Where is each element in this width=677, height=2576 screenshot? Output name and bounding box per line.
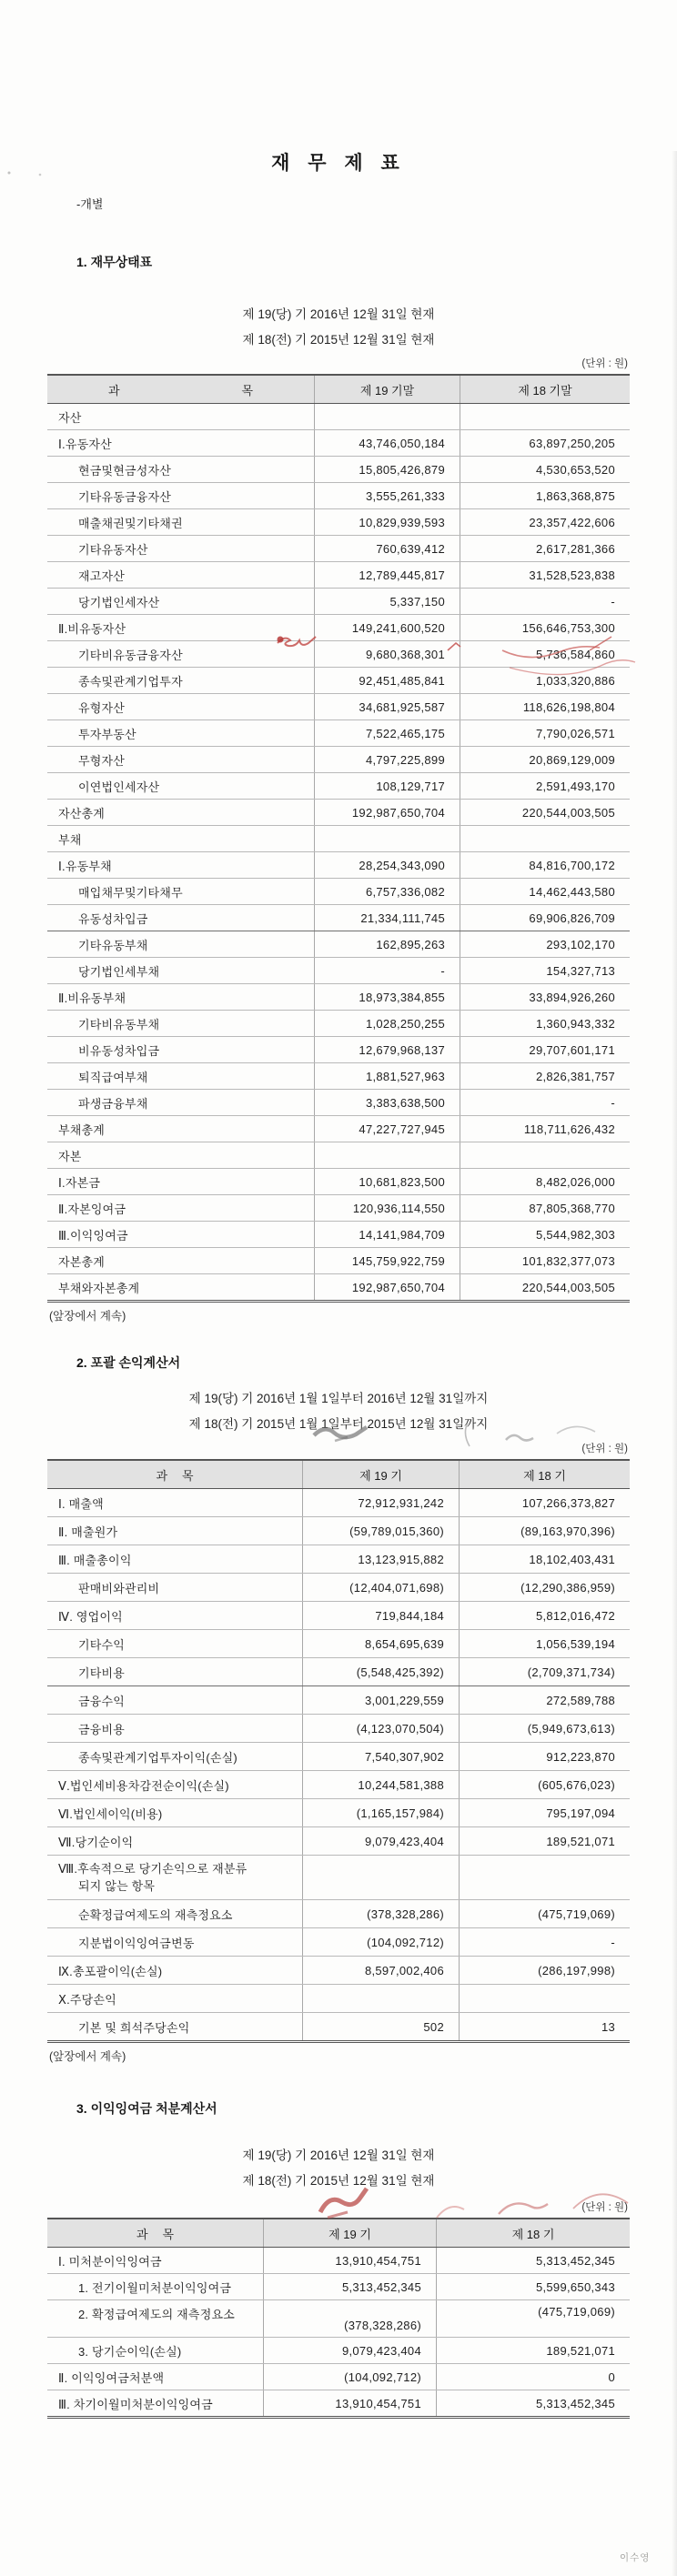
row-value-current: 3,383,638,500 [314,1090,460,1115]
row-value-current: 149,241,600,520 [314,615,460,640]
document-subtitle: -개별 [76,197,104,211]
table-row [47,1142,630,1169]
row-value-prior: 156,646,753,300 [460,615,630,640]
table-row [47,2248,630,2274]
unit-label: (단위 : 원) [581,1444,628,1454]
row-value-current [302,1985,459,2012]
row-value-current: (378,328,286) [263,2300,436,2337]
row-value-prior: 29,707,601,171 [460,1037,630,1062]
row-label: 투자부동산 [78,727,136,741]
row-label: 종속및관계기업투자이익(손실) [78,1750,237,1765]
table-row [47,430,630,457]
row-value-prior: - [460,1090,630,1115]
table-row [47,589,630,615]
row-value-current: 9,079,423,404 [263,2338,436,2363]
row-value-current: 43,746,050,184 [314,430,460,456]
row-value-current: (59,789,015,360) [302,1517,459,1545]
table-row [47,615,630,641]
row-value-current: 47,227,727,945 [314,1116,460,1142]
row-value-current: 8,597,002,406 [302,1957,459,1984]
row-value-prior: 5,544,982,303 [460,1222,630,1247]
row-label: 부채와자본총계 [58,1281,140,1295]
scanner-edge-shadow [672,151,677,2576]
row-label: Ⅷ.후속적으로 당기손익으로 재분류 되지 않는 항목 [47,1856,302,1899]
table-row [47,1274,630,1300]
balance-sheet-table [47,374,630,1303]
row-label: 기타유동부채 [78,938,148,952]
row-label: Ⅱ.비유동부채 [58,991,126,1005]
row-value-current: 15,805,426,879 [314,457,460,482]
row-label: 당기법인세자산 [78,595,160,609]
table-row [47,509,630,536]
row-value-prior: 189,521,071 [459,1827,630,1855]
table-row [47,1545,630,1574]
row-value-prior: 1,033,320,886 [460,668,630,693]
row-value-prior: 220,544,003,505 [460,1274,630,1300]
smudge-mark [335,1437,348,1441]
row-value-current: 1,881,527,963 [314,1063,460,1089]
row-value-current: (1,165,157,984) [302,1799,459,1826]
row-value-prior: 795,197,094 [459,1799,630,1826]
table-row [47,1169,630,1195]
column-header-prior-period: 제 18 기 [459,1461,630,1488]
row-value-current: 9,079,423,404 [302,1827,459,1855]
row-label: Ⅰ.유동부채 [58,859,112,873]
table-row [47,536,630,562]
period-line-prior: 제 18(전) 기 2015년 12월 31일 현재 [242,332,435,347]
row-label: 기타비용 [78,1665,126,1680]
table-row [47,905,630,931]
table-row [47,1686,630,1715]
column-header-mok: 목 [241,383,254,397]
row-value-prior: - [459,1928,630,1956]
reporting-periods [0,302,677,352]
row-value-prior: 8,482,026,000 [460,1169,630,1194]
unit-label: (단위 : 원) [581,358,628,369]
table-row [47,2338,630,2364]
row-value-current: 120,936,114,550 [314,1195,460,1221]
row-value-prior: (89,163,970,396) [459,1517,630,1545]
row-value-current: 8,654,695,639 [302,1630,459,1657]
table-row [47,1090,630,1116]
table-row [47,404,630,430]
table-row [47,1116,630,1142]
period-line-current: 제 19(당) 기 2016년 1월 1일부터 2016년 12월 31일까지 [188,1392,489,1405]
reviewer-name-stamp: 이수영 [620,2552,651,2563]
row-value-prior [460,404,630,429]
table-row [47,1489,630,1517]
row-value-current: 14,141,984,709 [314,1222,460,1247]
row-label: 비유동성차입금 [78,1043,160,1058]
column-header-mok: 목 [162,2227,175,2241]
row-value-current: 162,895,263 [314,931,460,957]
table-row [47,931,630,958]
row-label: 2. 확정급여제도의 재측정요소 [78,2308,235,2321]
row-label: 기타비유동부채 [78,1017,160,1031]
row-label: Ⅹ.주당손익 [58,1992,116,2007]
table-row [47,694,630,720]
column-header-prior-period: 제 18 기 [436,2219,630,2247]
column-header-mok: 목 [182,1468,194,1483]
row-label: 이연법인세자산 [78,780,160,794]
table-header-row [47,1461,630,1489]
row-label: Ⅲ. 차기이월미처분이익잉여금 [58,2397,213,2411]
row-value-prior: 272,589,788 [459,1686,630,1714]
row-value-current: 6,757,336,082 [314,879,460,904]
column-header-prior-period: 제 18 기말 [460,376,630,403]
row-value-prior: 84,816,700,172 [460,852,630,878]
row-label: 무형자산 [78,753,126,768]
row-label: 종속및관계기업투자 [78,674,183,689]
row-value-prior: 912,223,870 [459,1743,630,1770]
row-value-prior: 101,832,377,073 [460,1248,630,1273]
table-row [47,826,630,852]
row-value-prior: 33,894,926,260 [460,984,630,1010]
row-value-current: 92,451,485,841 [314,668,460,693]
row-value-prior: 1,056,539,194 [459,1630,630,1657]
row-value-current: 5,313,452,345 [263,2274,436,2299]
period-line-current: 제 19(당) 기 2016년 12월 31일 현재 [242,2148,435,2162]
table-row [47,2274,630,2300]
row-label: 퇴직급여부채 [78,1070,148,1084]
row-label: 현금및현금성자산 [78,463,172,478]
row-label: Ⅶ.당기순이익 [58,1835,134,1849]
table-row [47,720,630,747]
row-value-prior: (286,197,998) [459,1957,630,1984]
row-label: 판매비와관리비 [78,1581,160,1595]
table-row [47,1900,630,1928]
row-value-current: (378,328,286) [302,1900,459,1927]
table-header-row [47,2219,630,2248]
period-line-current: 제 19(당) 기 2016년 12월 31일 현재 [242,307,435,321]
row-label: 매입채무및기타채무 [78,885,183,900]
row-value-current: (5,548,425,392) [302,1658,459,1685]
scanned-financial-statements-page [0,151,677,2576]
row-value-current [314,826,460,851]
row-label: 유형자산 [78,700,126,715]
reporting-periods [0,2143,677,2193]
row-label: 유동성차입금 [78,911,148,926]
row-value-current: 18,973,384,855 [314,984,460,1010]
table-row [47,2364,630,2390]
row-label: 재고자산 [78,569,126,583]
row-value-prior: 118,711,626,432 [460,1116,630,1142]
row-value-current: 7,540,307,902 [302,1743,459,1770]
row-value-current: - [314,958,460,983]
row-value-current: (4,123,070,504) [302,1715,459,1742]
row-label: 자본총계 [58,1254,106,1269]
row-value-prior: 5,599,650,343 [436,2274,630,2299]
document-title: 재 무 제 표 [271,153,406,174]
row-label-line2: 되지 않는 항목 [78,1879,156,1893]
row-value-prior: (475,719,069) [459,1900,630,1927]
row-value-current: 28,254,343,090 [314,852,460,878]
table-row [47,483,630,509]
row-label: Ⅳ. 영업이익 [58,1609,123,1624]
period-line-prior: 제 18(전) 기 2015년 1월 1일부터 2015년 12월 31일까지 [188,1416,489,1431]
table-row [47,1985,630,2013]
income-statement-table [47,1459,630,2043]
row-value-current: 12,789,445,817 [314,562,460,588]
table-row [47,958,630,984]
retained-earnings-table [47,2218,630,2419]
row-value-prior: 63,897,250,205 [460,430,630,456]
column-header-account [47,376,314,403]
row-value-prior: 5,313,452,345 [436,2248,630,2273]
table-row [47,984,630,1011]
row-value-current: 760,639,412 [314,536,460,561]
column-header-gwa: 과 [156,1468,167,1483]
continued-note: (앞장에서 계속) [49,1310,126,1323]
table-row [47,562,630,589]
row-label: Ⅲ. 매출총이익 [58,1553,132,1567]
row-value-prior: 5,736,584,860 [460,641,630,667]
row-value-prior [459,1985,630,2012]
row-value-prior: 189,521,071 [436,2338,630,2363]
row-value-prior: 5,812,016,472 [459,1602,630,1629]
row-label: 기타유동금융자산 [78,489,172,504]
row-value-prior: (12,290,386,959) [459,1574,630,1601]
row-value-current: 13,910,454,751 [263,2390,436,2416]
row-value-current: 192,987,650,704 [314,1274,460,1300]
row-value-current: 10,244,581,388 [302,1771,459,1798]
column-header-account [47,2219,263,2247]
table-row [47,641,630,668]
row-value-prior: 293,102,170 [460,931,630,957]
row-value-prior: 1,360,943,332 [460,1011,630,1036]
row-value-current: 108,129,717 [314,773,460,799]
table-row [47,2390,630,2416]
row-value-prior: 4,530,653,520 [460,457,630,482]
table-row [47,800,630,826]
row-value-current: 3,555,261,333 [314,483,460,508]
table-row [47,1630,630,1658]
row-value-prior: 2,617,281,366 [460,536,630,561]
row-label: 기타수익 [78,1637,126,1652]
row-value-prior: 118,626,198,804 [460,694,630,719]
column-header-account [47,1461,302,1488]
row-value-prior: 107,266,373,827 [459,1489,630,1516]
row-label: 금융비용 [78,1722,126,1736]
row-value-current: 10,829,939,593 [314,509,460,535]
column-header-current-period: 제 19 기 [302,1461,459,1488]
row-value-prior [459,1856,630,1899]
row-label: Ⅵ.법인세이익(비용) [58,1806,163,1821]
table-row [47,747,630,773]
row-label: 자산 [58,410,82,425]
row-label: Ⅱ.비유동자산 [58,621,126,636]
row-label: Ⅰ.유동자산 [58,437,112,451]
row-value-current: (104,092,712) [263,2364,436,2390]
row-value-current [314,404,460,429]
table-row [47,1517,630,1545]
row-value-current: 145,759,922,759 [314,1248,460,1273]
row-value-prior [460,826,630,851]
table-row [47,1799,630,1827]
row-label: Ⅰ. 매출액 [58,1496,104,1511]
table-row [47,1771,630,1799]
row-value-current: (104,092,712) [302,1928,459,1956]
row-label: Ⅰ.자본금 [58,1175,101,1190]
section-heading-income-statement: 2. 포괄 손익계산서 [76,1355,181,1370]
table-row [47,1574,630,1602]
row-value-current: 719,844,184 [302,1602,459,1629]
row-label: 1. 전기이월미처분이익잉여금 [78,2280,232,2295]
continued-note: (앞장에서 계속) [49,2050,126,2063]
table-row [47,2300,630,2338]
row-value-prior: - [460,589,630,614]
row-value-prior: (5,949,673,613) [459,1715,630,1742]
table-row [47,773,630,800]
table-row [47,1222,630,1248]
row-value-current: 5,337,150 [314,589,460,614]
column-header-current-period: 제 19 기말 [314,376,460,403]
row-label: 자본 [58,1149,82,1163]
row-value-prior: (2,709,371,734) [459,1658,630,1685]
row-label: 매출채권및기타채권 [78,516,183,530]
row-value-current: (12,404,071,698) [302,1574,459,1601]
row-value-prior [460,1142,630,1168]
section-heading-balance-sheet: 1. 재무상태표 [76,255,153,269]
row-value-prior: 20,869,129,009 [460,747,630,772]
column-header-current-period: 제 19 기 [263,2219,436,2247]
table-row [47,1063,630,1090]
row-value-prior: 5,313,452,345 [436,2390,630,2416]
row-label: 기본 및 희석주당손익 [78,2020,190,2035]
row-label: 기타유동자산 [78,542,148,557]
row-value-current: 192,987,650,704 [314,800,460,825]
row-value-current [314,1142,460,1168]
table-row [47,1658,630,1686]
row-value-current: 3,001,229,559 [302,1686,459,1714]
row-label: 3. 당기순이익(손실) [78,2344,182,2359]
row-label: 부채 [58,832,82,847]
table-row [47,1602,630,1630]
table-row [47,1856,630,1900]
row-value-prior: 2,591,493,170 [460,773,630,799]
table-row [47,668,630,694]
row-value-prior: 1,863,368,875 [460,483,630,508]
row-value-current: 72,912,931,242 [302,1489,459,1516]
row-value-current: 34,681,925,587 [314,694,460,719]
table-row [47,1928,630,1957]
table-row [47,1011,630,1037]
row-value-prior: 13 [459,2013,630,2040]
row-value-prior: 18,102,403,431 [459,1545,630,1573]
row-value-prior: 220,544,003,505 [460,800,630,825]
table-header-row [47,376,630,404]
section-heading-retained-earnings: 3. 이익잉여금 처분계산서 [76,2101,217,2116]
row-value-current: 12,679,968,137 [314,1037,460,1062]
row-value-current: 9,680,368,301 [314,641,460,667]
table-row [47,457,630,483]
row-value-prior: 69,906,826,709 [460,905,630,931]
table-row [47,879,630,905]
row-label: Ⅲ.이익잉여금 [58,1228,128,1243]
row-value-current: 502 [302,2013,459,2040]
row-label: 자산총계 [58,806,106,820]
row-value-current: 7,522,465,175 [314,720,460,746]
row-label: Ⅰ. 미처분이익잉여금 [58,2254,162,2269]
row-label: 당기법인세부채 [78,964,160,979]
table-row [47,1195,630,1222]
column-header-gwa: 과 [136,2227,148,2241]
row-label: 지분법이익잉여금변동 [78,1936,195,1950]
row-value-prior: 154,327,713 [460,958,630,983]
row-value-current [302,1856,459,1899]
row-value-prior: 2,826,381,757 [460,1063,630,1089]
row-label: 파생금융부채 [78,1096,148,1111]
table-row [47,1827,630,1856]
row-value-prior: (475,719,069) [436,2300,630,2337]
row-value-prior: 31,528,523,838 [460,562,630,588]
row-value-current: 10,681,823,500 [314,1169,460,1194]
row-value-current: 1,028,250,255 [314,1011,460,1036]
table-body [47,2248,630,2416]
table-row [47,1957,630,1985]
row-label: Ⅱ. 이익잉여금처분액 [58,2370,165,2385]
table-row [47,852,630,879]
table-row [47,1037,630,1063]
row-label: 금융수익 [78,1694,126,1708]
row-value-prior: (605,676,023) [459,1771,630,1798]
row-label: 부채총계 [58,1122,106,1137]
table-body [47,404,630,1300]
row-value-prior: 14,462,443,580 [460,879,630,904]
reporting-periods [0,1386,677,1436]
table-row [47,1715,630,1743]
table-row [47,1743,630,1771]
row-value-current: 13,910,454,751 [263,2248,436,2273]
row-label: 순확정급여제도의 재측정요소 [78,1907,233,1922]
period-line-prior: 제 18(전) 기 2015년 12월 31일 현재 [242,2173,435,2188]
row-value-current: 13,123,915,882 [302,1545,459,1573]
row-label: Ⅴ.법인세비용차감전순이익(손실) [58,1778,229,1793]
row-label: Ⅱ. 매출원가 [58,1524,118,1539]
row-value-current: 21,334,111,745 [314,905,460,931]
row-label: Ⅱ.자본잉여금 [58,1202,126,1216]
row-value-prior: 7,790,026,571 [460,720,630,746]
row-value-current: 4,797,225,899 [314,747,460,772]
table-row [47,1248,630,1274]
table-row [47,2013,630,2040]
row-value-prior: 23,357,422,606 [460,509,630,535]
column-header-gwa: 과 [107,383,120,397]
row-value-prior: 0 [436,2364,630,2390]
row-value-prior: 87,805,368,770 [460,1195,630,1221]
unit-label: (단위 : 원) [581,2202,628,2213]
row-label: 기타비유동금융자산 [78,648,183,662]
table-body [47,1489,630,2040]
row-label: Ⅸ.총포괄이익(손실) [58,1964,163,1978]
